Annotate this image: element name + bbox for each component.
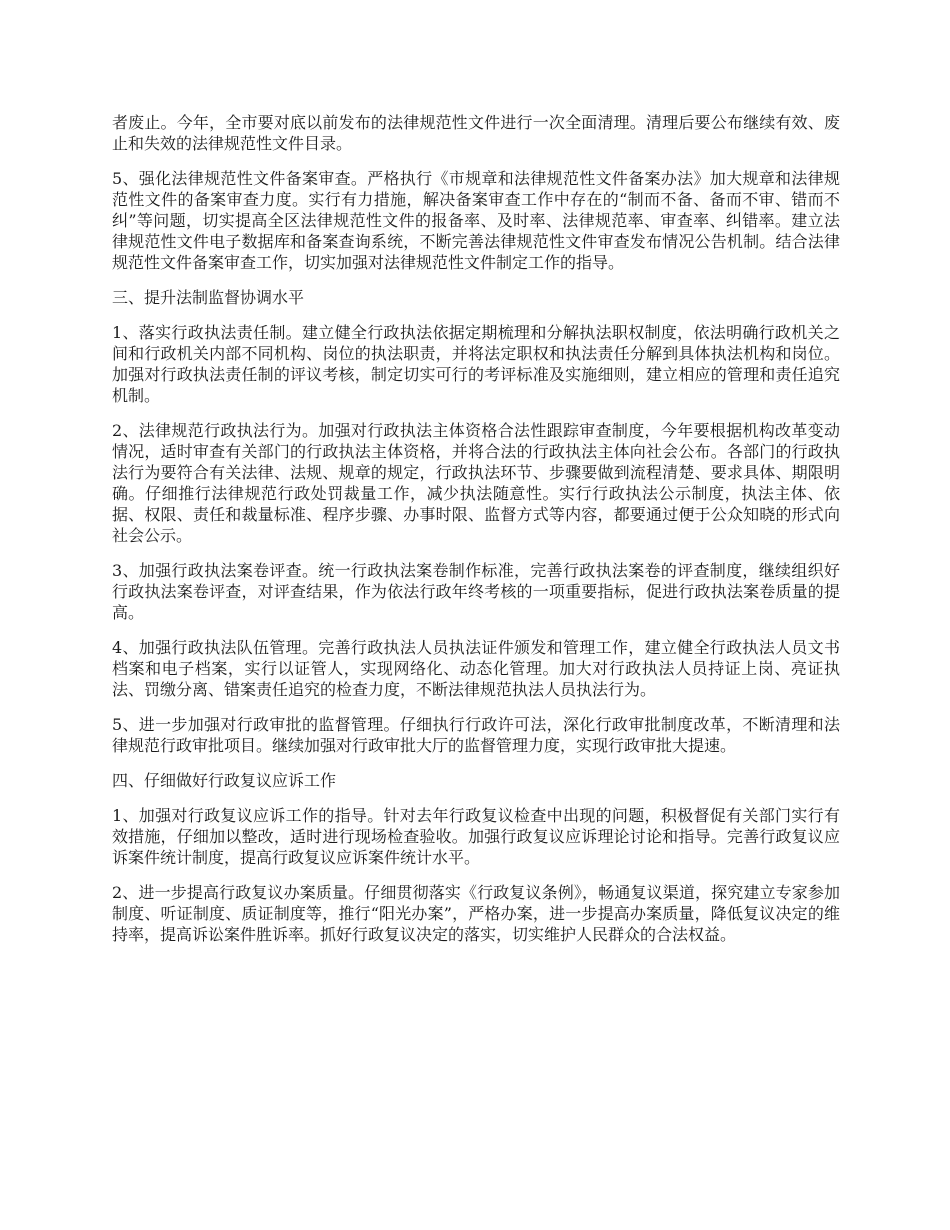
document-page <box>112 112 840 959</box>
section-heading-3: 三、提升法制监督协调水平 <box>112 288 305 307</box>
paragraph-3-1: 1、落实行政执法责任制。建立健全行政执法依据定期梳理和分解执法职权制度，依法明确行政机关之间和行政机关内部不同机构、岗位的执法职责，并将法定职权和执法责任分解到具体执法机构和岗位。加强对行政执法责任制的评议考核，制定切实可行的考评标准及实施细则，建立相应的管理和责任追究机制。 <box>112 323 840 405</box>
paragraph-4-1: 1、加强对行政复议应诉工作的指导。针对去年行政复议检查中出现的问题，积极督促有关部门实行有效措施，仔细加以整改，适时进行现场检查验收。加强行政复议应诉理论讨论和指导。完善行政复议应诉案件统计制度，提高行政复议应诉案件统计水平。 <box>112 806 840 867</box>
paragraph-3-2: 2、法律规范行政执法行为。加强对行政执法主体资格合法性跟踪审查制度，今年要根据机构改革变动情况，适时审查有关部门的行政执法主体资格，并将合法的行政执法主体向社会公布。各部门的行政执法行为要符合有关法律、法规、规章的规定，行政执法环节、步骤要做到流程清楚、要求具体、期限明确。仔细推行法律规范行政处罚裁量工作，减少执法随意性。实行行政执法公示制度，执法主体、依据、权限、责任和裁量标准、程序步骤、办事时限、监督方式等内容，都要通过便于公众知晓的形式向社会公示。 <box>112 421 840 545</box>
paragraph-5-filing-review: 5、强化法律规范性文件备案审查。严格执行《市规章和法律规范性文件备案办法》加大规章和法律规范性文件的备案审查力度。实行有力措施，解决备案审查工作中存在的“制而不备、备而不审、错而不纠”等问题，切实提高全区法律规范性文件的报备率、及时率、法律规范率、审查率、纠错率。建立法律规范性文件电子数据库和备案查询系统，不断完善法律规范性文件审查发布情况公告机制。结合法律规范性文件备案审查工作，切实加强对法律规范性文件制定工作的指导。 <box>112 169 840 272</box>
paragraph-4-2: 2、进一步提高行政复议办案质量。仔细贯彻落实《行政复议条例》，畅通复议渠道，探究建立专家参加制度、听证制度、质证制度等，推行“阳光办案”，严格办案，进一步提高办案质量，降低复议决定的维持率，提高诉讼案件胜诉率。抓好行政复议决定的落实，切实维护人民群众的合法权益。 <box>112 883 840 944</box>
paragraph-continuation: 者废止。今年，全市要对底以前发布的法律规范性文件进行一次全面清理。清理后要公布继续有效、废止和失效的法律规范性文件目录。 <box>112 113 840 153</box>
section-heading-4: 四、仔细做好行政复议应诉工作 <box>112 771 337 790</box>
paragraph-3-3: 3、加强行政执法案卷评查。统一行政执法案卷制作标准，完善行政执法案卷的评查制度，继续组织好行政执法案卷评查，对评查结果，作为依法行政年终考核的一项重要指标，促进行政执法案卷质量的提高。 <box>112 561 840 622</box>
paragraph-3-5: 5、进一步加强对行政审批的监督管理。仔细执行行政许可法，深化行政审批制度改革，不断清理和法律规范行政审批项目。继续加强对行政审批大厅的监督管理力度，实现行政审批大提速。 <box>112 715 840 755</box>
paragraph-3-4: 4、加强行政执法队伍管理。完善行政执法人员执法证件颁发和管理工作，建立健全行政执法人员文书档案和电子档案，实行以证管人，实现网络化、动态化管理。加大对行政执法人员持证上岗、亮证执法、罚缴分离、错案责任追究的检查力度，不断法律规范执法人员执法行为。 <box>112 638 840 699</box>
